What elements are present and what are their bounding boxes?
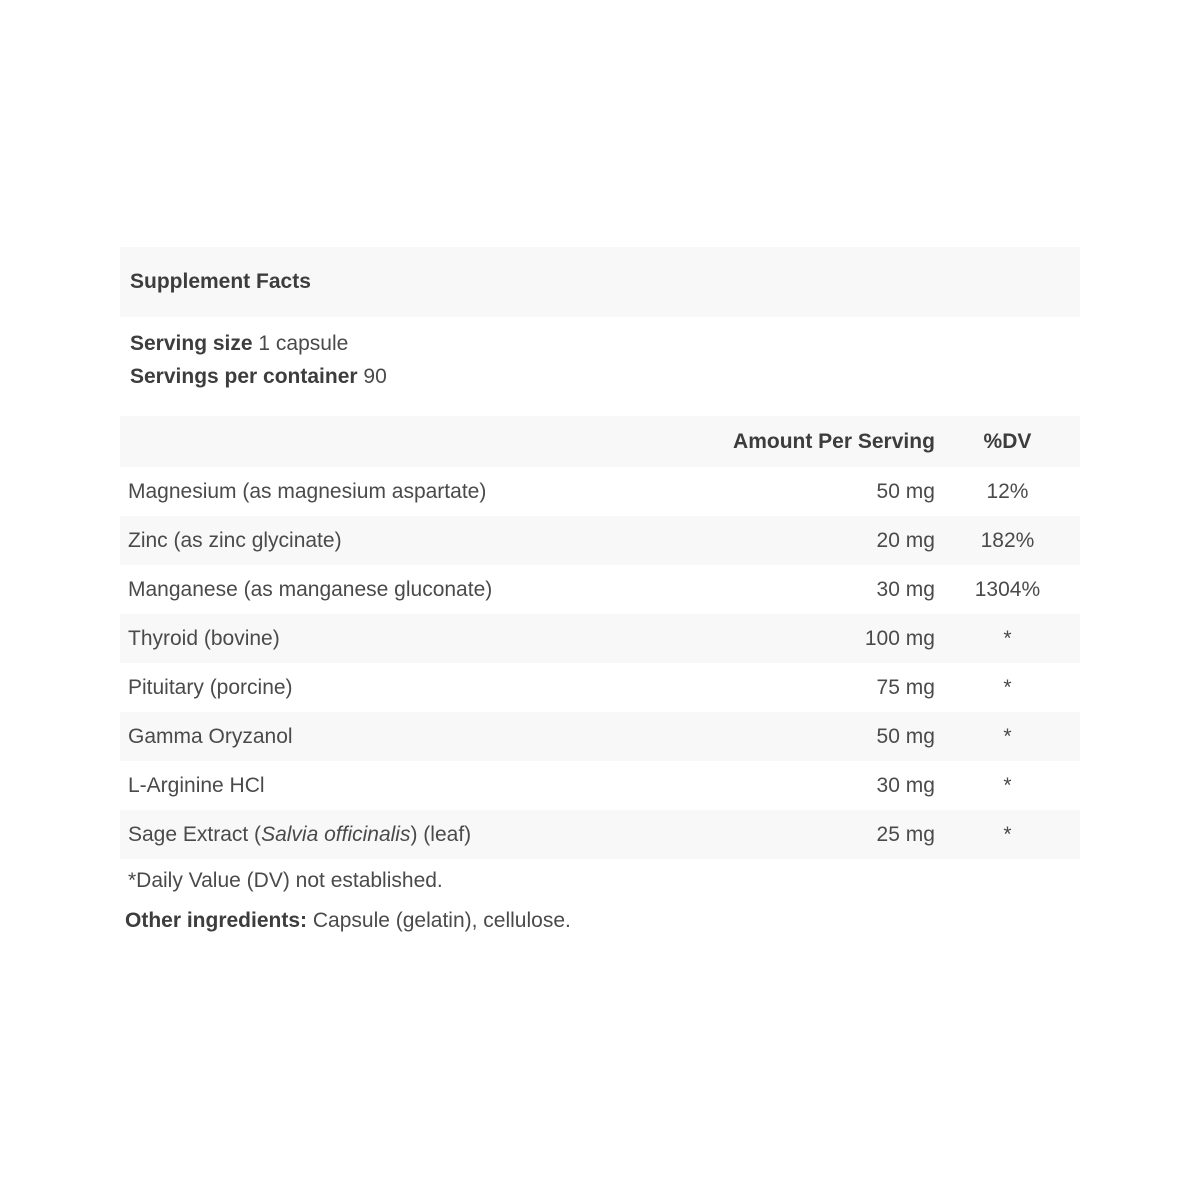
serving-info [120,317,1080,416]
dv-footnote: *Daily Value (DV) not established. [128,869,443,892]
nutrient-name: Manganese (as manganese gluconate) [128,577,493,601]
nutrient-dv: * [1003,773,1012,797]
title-bar [120,247,1080,317]
table-row [120,663,1080,712]
serving-size-label: Serving size [130,332,253,355]
nutrient-amount: 50 mg [876,479,935,503]
nutrient-name: Thyroid (bovine) [128,626,280,650]
nutrient-amount: 30 mg [876,773,935,797]
header-dv: %DV [935,416,1080,467]
supplement-facts-panel [120,247,1080,933]
nutrient-dv: * [1003,675,1012,699]
table-row [120,467,1080,516]
header-amount: Amount Per Serving [683,416,935,467]
servings-per-container-value: 90 [363,365,387,388]
nutrient-dv: * [1003,626,1012,650]
other-ingredients-label: Other ingredients: [125,909,308,932]
nutrient-name-prefix: Sage Extract ( [128,822,262,846]
nutrient-amount: 50 mg [876,724,935,748]
table-row [120,761,1080,810]
table-row [120,712,1080,761]
nutrient-dv: 182% [980,528,1035,552]
nutrient-amount: 75 mg [876,675,935,699]
servings-per-container-line [130,360,1080,393]
nutrient-table [120,416,1080,859]
header-name [120,416,683,467]
table-header-row [120,416,1080,467]
nutrient-name [120,810,683,859]
nutrient-amount: 25 mg [876,822,935,846]
other-ingredients [120,899,1080,933]
servings-per-container-label: Servings per container [130,365,358,388]
nutrient-name: Zinc (as zinc glycinate) [128,528,342,552]
nutrient-name: L-Arginine HCl [128,773,265,797]
serving-size-line [130,327,1080,360]
other-ingredients-value: Capsule (gelatin), cellulose. [312,909,571,932]
nutrient-name-latin: Salvia officinalis [261,822,411,846]
nutrient-dv: 1304% [974,577,1041,601]
nutrient-amount: 20 mg [876,528,935,552]
table-row [120,565,1080,614]
table-row [120,810,1080,859]
nutrient-amount: 100 mg [864,626,935,650]
serving-size-value: 1 capsule [258,332,349,355]
nutrient-dv: * [1003,724,1012,748]
nutrient-dv: * [1003,822,1012,846]
nutrient-name: Gamma Oryzanol [128,724,293,748]
nutrient-name: Magnesium (as magnesium aspartate) [128,479,487,503]
nutrient-name: Pituitary (porcine) [128,675,293,699]
nutrient-dv: 12% [986,479,1029,503]
panel-title: Supplement Facts [130,270,311,293]
nutrient-amount: 30 mg [876,577,935,601]
nutrient-name-suffix: ) (leaf) [410,822,472,846]
table-row [120,516,1080,565]
table-row [120,614,1080,663]
